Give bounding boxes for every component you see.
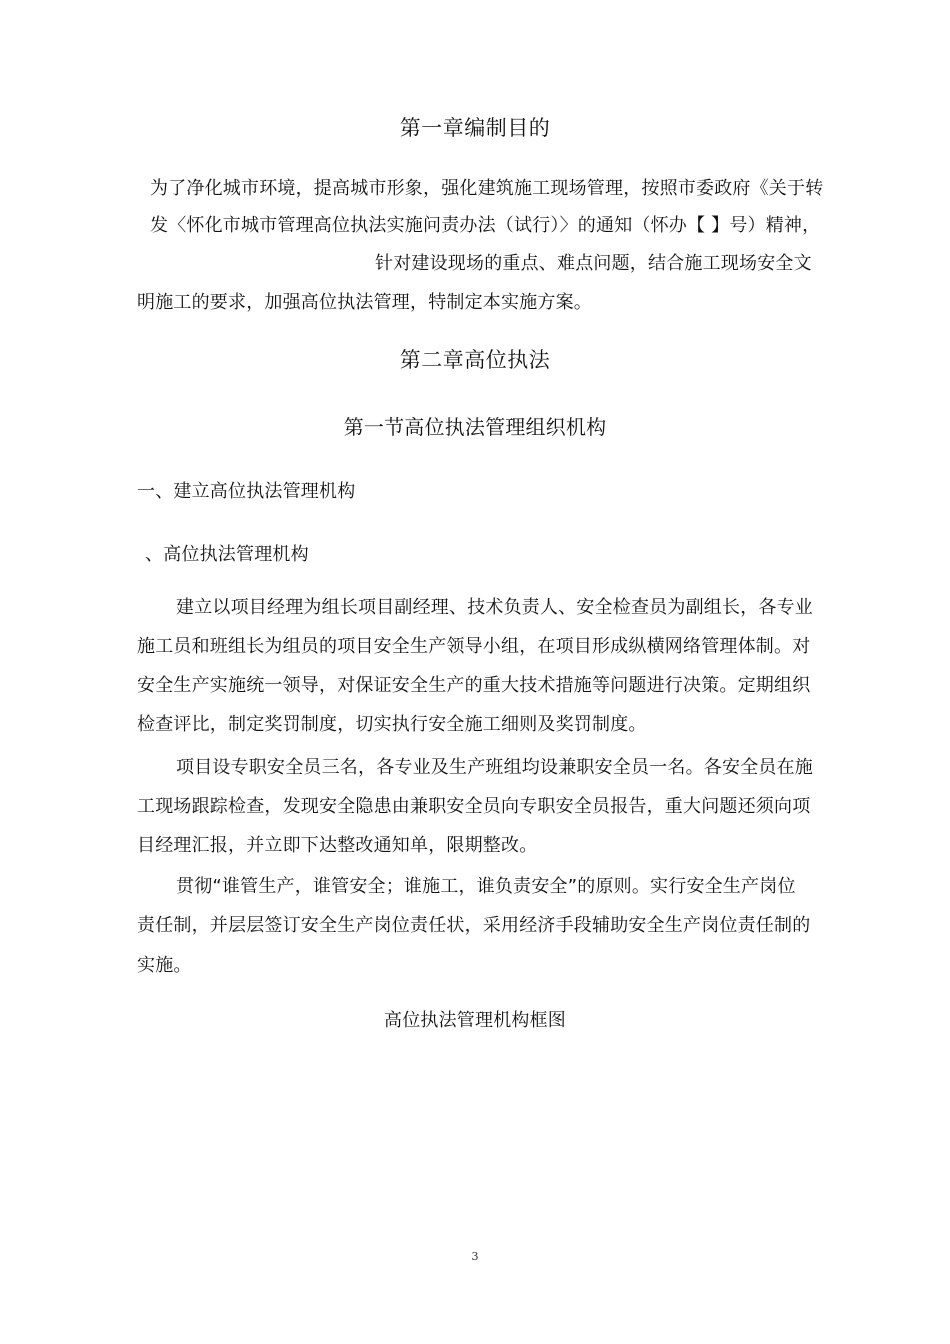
page-number: 3: [471, 1250, 479, 1263]
para-2-line-1: 项目设专职安全员三名，各专业及生产班组均设兼职安全员一名。各安全员在施: [176, 757, 813, 778]
para-2-line-3: 目经理汇报，并立即下达整改通知单，限期整改。: [137, 835, 538, 856]
para-3-line-2: 责任制，并层层签订安全生产岗位责任状，采用经济手段辅助安全生产岗位责任制的: [137, 915, 811, 936]
para-1-line-2: 施工员和班组长为组员的项目安全生产领导小组，在项目形成纵横网络管理体制。对: [137, 636, 811, 657]
chapter-1-line-3: 针对建设现场的重点、难点问题，结合施工现场安全文: [375, 253, 812, 274]
chapter-1-title: 第一章编制目的: [399, 116, 551, 140]
figure-caption: 高位执法管理机构框图: [384, 1010, 566, 1031]
para-2-line-2: 工现场跟踪检查，发现安全隐患由兼职安全员向专职安全员报告，重大问题还须向项: [137, 796, 811, 817]
chapter-1-line-1: 为了净化城市环境，提高城市形象，强化建筑施工现场管理，按照市委政府《关于转: [150, 178, 824, 199]
item-2-heading: 、高位执法管理机构: [145, 544, 309, 565]
para-3-line-1: 贯彻“谁管生产，谁管安全；谁施工，谁负责安全”的原则。实行安全生产岗位: [176, 876, 796, 897]
chapter-1-line-4: 明施工的要求，加强高位执法管理，特制定本实施方案。: [137, 292, 592, 313]
para-1-line-1: 建立以项目经理为组长项目副经理、技术负责人、安全检查员为副组长，各专业: [176, 597, 813, 618]
item-1-heading: 一、建立高位执法管理机构: [137, 481, 356, 502]
chapter-1-line-2: 发〈怀化市城市管理高位执法实施问责办法（试行）〉的通知（怀办【 】号）精神，: [150, 215, 821, 236]
para-3-line-3: 实施。: [137, 955, 192, 976]
para-1-line-4: 检查评比，制定奖罚制度，切实执行安全施工细则及奖罚制度。: [137, 714, 647, 735]
chapter-2-title: 第二章高位执法: [399, 348, 551, 372]
para-1-line-3: 安全生产实施统一领导，对保证安全生产的重大技术措施等问题进行决策。定期组织: [137, 675, 811, 696]
section-1-title: 第一节高位执法管理组织机构: [343, 415, 607, 439]
